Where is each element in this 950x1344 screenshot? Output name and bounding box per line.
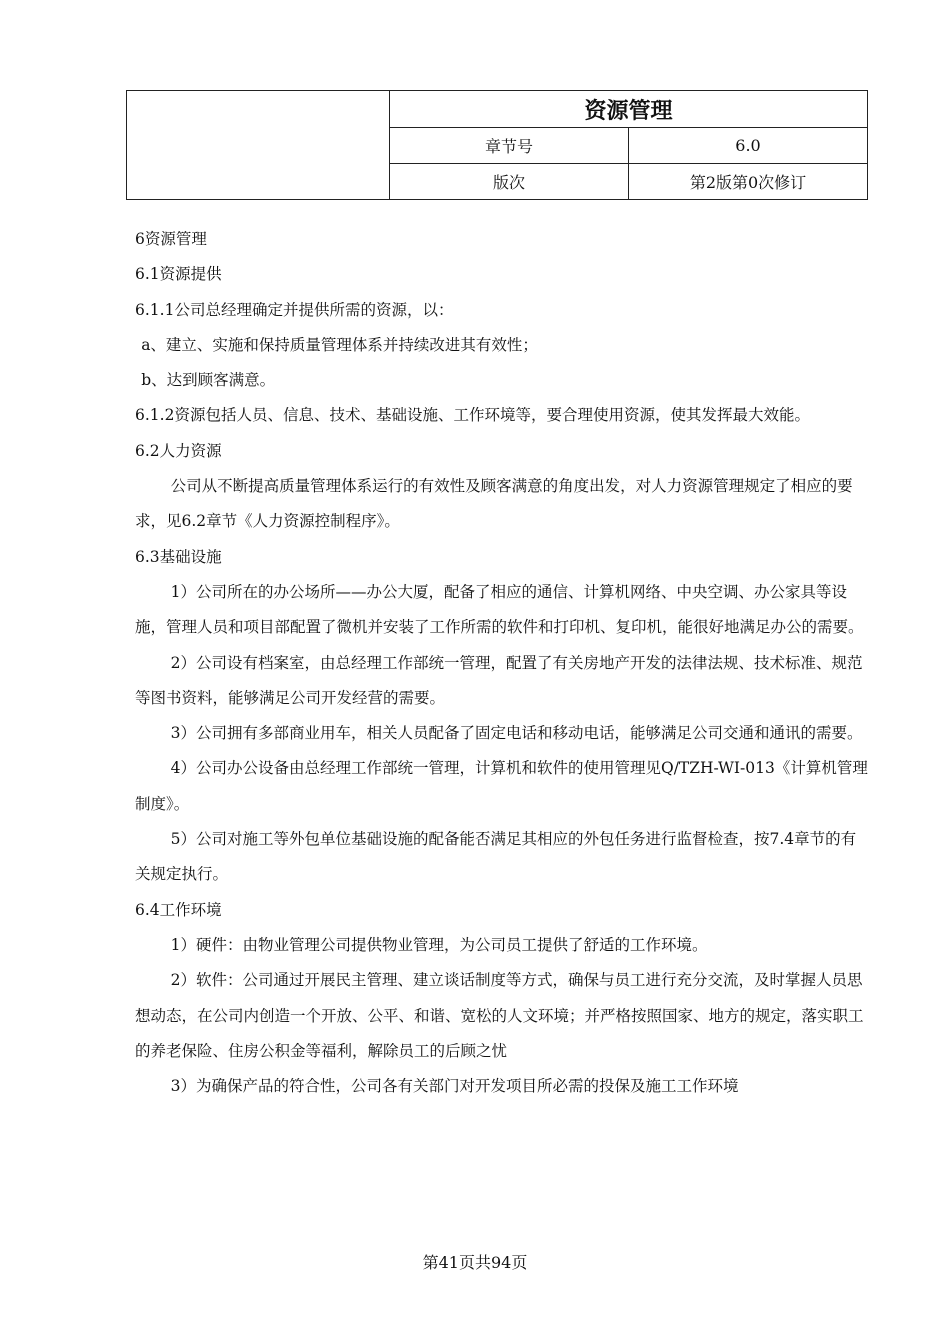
list-item-a: a、建立、实施和保持质量管理体系并持续改进其有效性； <box>141 335 538 354</box>
chapter-value: 6.0 <box>629 128 868 164</box>
heading-6-3: 6.3基础设施 <box>135 547 222 566</box>
heading-6-4: 6.4工作环境 <box>135 900 222 919</box>
document-title: 资源管理 <box>390 91 868 128</box>
paragraph-6-3-2: 2）公司设有档案室，由总经理工作部统一管理，配置了有关房地产开发的法律法规、技术标准、规范等图书资料，能够满足公司开发经营的需要。 <box>135 653 863 707</box>
version-label: 版次 <box>390 164 629 200</box>
paragraph-6-4-1: 1）硬件：由物业管理公司提供物业管理，为公司员工提供了舒适的工作环境。 <box>170 935 708 954</box>
paragraph-6-2: 公司从不断提高质量管理体系运行的有效性及顾客满意的角度出发，对人力资源管理规定了相应的要求，见6.2章节《人力资源控制程序》。 <box>135 477 853 531</box>
paragraph-6-3-1: 1）公司所在的办公场所——办公大厦，配备了相应的通信、计算机网络、中央空调、办公家具等设施，管理人员和项目部配置了微机并安装了工作所需的软件和打印机、复印机，能很好地满足办公的需要。 <box>135 582 864 637</box>
chapter-label: 章节号 <box>390 128 629 164</box>
document-body <box>135 222 870 1104</box>
page-number: 第41页共94页 <box>422 1253 528 1272</box>
paragraph-6-1-2: 6.1.2资源包括人员、信息、技术、基础设施、工作环境等，要合理使用资源，使其发挥最大效能。 <box>135 406 810 425</box>
paragraph-6-4-3: 3）为确保产品的符合性，公司各有关部门对开发项目所必需的投保及施工工作环境 <box>170 1077 739 1096</box>
heading-6: 6资源管理 <box>135 230 207 248</box>
logo-cell <box>127 91 390 200</box>
paragraph-6-4-2: 2）软件：公司通过开展民主管理、建立谈话制度等方式，确保与员工进行充分交流，及时掌握人员思想动态，在公司内创造一个开放、公平、和谐、宽松的人文环境；并严格按照国家、地方的规定，落实职工的养老保险、住房公积金等福利，解除员工的后顾之忧 <box>135 971 864 1060</box>
paragraph-6-1-1: 6.1.1公司总经理确定并提供所需的资源，以： <box>135 300 454 319</box>
paragraph-6-3-3: 3）公司拥有多部商业用车，相关人员配备了固定电话和移动电话，能够满足公司交通和通讯的需要。 <box>170 724 863 743</box>
paragraph-6-3-5: 5）公司对施工等外包单位基础设施的配备能否满足其相应的外包任务进行监督检查，按7.4章节的有关规定执行。 <box>135 830 857 884</box>
document-header-table <box>126 90 868 200</box>
heading-6-1: 6.1资源提供 <box>135 265 222 284</box>
version-value: 第2版第0次修订 <box>629 164 868 200</box>
heading-6-2: 6.2人力资源 <box>135 441 222 460</box>
paragraph-6-3-4: 4）公司办公设备由总经理工作部统一管理，计算机和软件的使用管理见Q/TZH-WI-013《计算机管理制度》。 <box>135 759 868 813</box>
list-item-b: b、达到顾客满意。 <box>141 371 276 390</box>
